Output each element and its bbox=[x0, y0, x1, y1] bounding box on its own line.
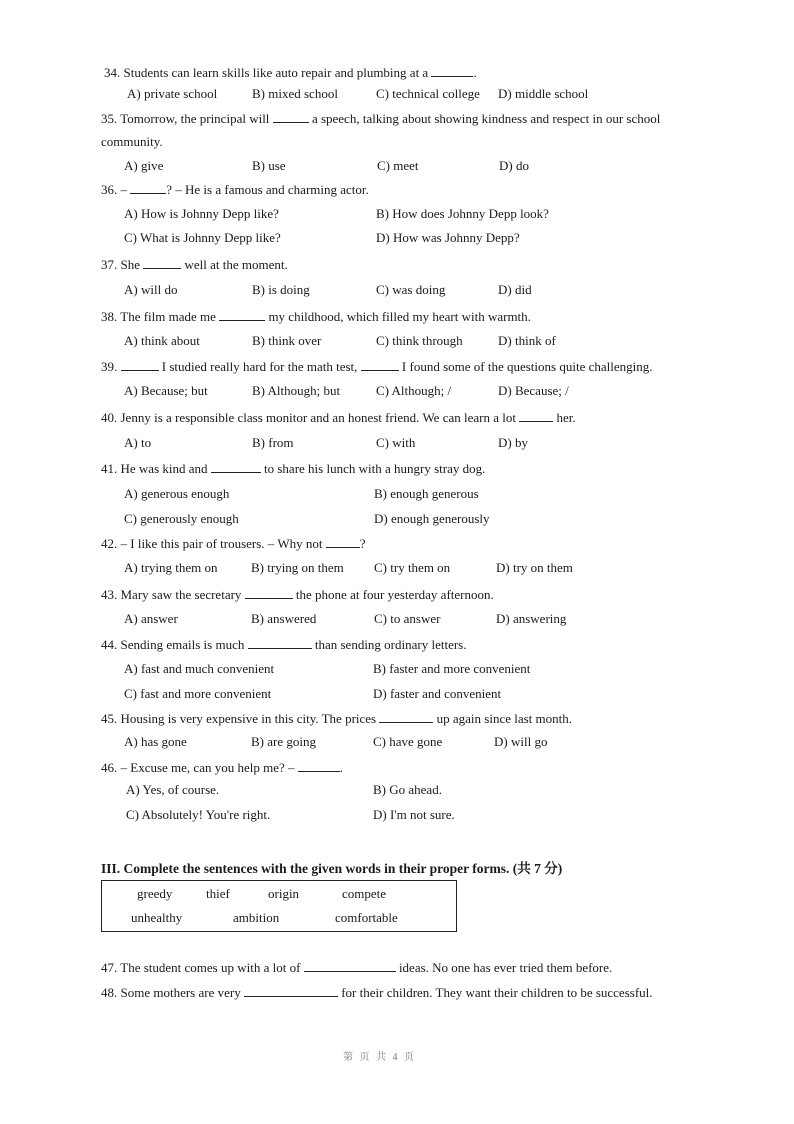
question-stem: 40. Jenny is a responsible class monitor and an honest friend. We can learn a lot bbox=[101, 410, 520, 425]
question-46 bbox=[101, 759, 343, 776]
question-stem: 41. He was kind and bbox=[101, 461, 211, 476]
question-40 bbox=[101, 409, 576, 426]
question-stem: I found some of the questions quite challenging. bbox=[398, 359, 653, 374]
option-d[interactable]: D) answering bbox=[496, 611, 567, 626]
question-stem: 35. Tomorrow, the principal will bbox=[101, 111, 273, 126]
option-b[interactable]: B) faster and more convenient bbox=[373, 661, 531, 676]
option-c[interactable]: C) have gone bbox=[373, 734, 443, 749]
option-b[interactable]: B) mixed school bbox=[252, 86, 338, 101]
word-bank-item: thief bbox=[206, 886, 230, 901]
option-b[interactable]: B) from bbox=[252, 435, 294, 450]
question-42 bbox=[101, 535, 365, 552]
option-c[interactable]: C) meet bbox=[377, 158, 419, 173]
question-stem: 42. – I like this pair of trousers. – Why not bbox=[101, 536, 326, 551]
question-stem: than sending ordinary letters. bbox=[311, 637, 467, 652]
question-stem: . bbox=[339, 760, 343, 775]
option-c[interactable]: C) to answer bbox=[374, 611, 441, 626]
word-bank-item: origin bbox=[268, 886, 300, 901]
question-45 bbox=[101, 710, 572, 727]
option-d[interactable]: D) by bbox=[498, 435, 528, 450]
question-stem: the phone at four yesterday afternoon. bbox=[292, 587, 494, 602]
option-d[interactable]: D) think of bbox=[498, 333, 556, 348]
option-a[interactable]: A) will do bbox=[124, 282, 178, 297]
question-stem: ? bbox=[359, 536, 366, 551]
answer-blank[interactable] bbox=[245, 586, 293, 599]
question-stem: 44. Sending emails is much bbox=[101, 637, 248, 652]
question-stem: 46. – Excuse me, can you help me? – bbox=[101, 760, 298, 775]
option-a[interactable]: A) How is Johnny Depp like? bbox=[124, 206, 279, 221]
word-bank bbox=[101, 880, 457, 932]
option-d[interactable]: D) will go bbox=[494, 734, 548, 749]
option-b[interactable]: B) enough generous bbox=[374, 486, 479, 501]
question-stem: well at the moment. bbox=[181, 257, 288, 272]
option-b[interactable]: B) trying on them bbox=[251, 560, 344, 575]
word-bank-item: unhealthy bbox=[131, 910, 183, 925]
answer-blank[interactable] bbox=[130, 181, 166, 194]
question-stem: a speech, talking about showing kindness and respect in our school bbox=[308, 111, 661, 126]
option-d[interactable]: D) did bbox=[498, 282, 532, 297]
option-b[interactable]: B) Go ahead. bbox=[373, 782, 442, 797]
answer-blank[interactable] bbox=[304, 959, 396, 972]
answer-blank[interactable] bbox=[219, 308, 265, 321]
option-d[interactable]: D) try on them bbox=[496, 560, 573, 575]
question-stem: 37. She bbox=[101, 257, 144, 272]
question-stem: up again since last month. bbox=[433, 711, 573, 726]
question-44 bbox=[101, 636, 467, 653]
answer-blank[interactable] bbox=[143, 256, 181, 269]
option-c[interactable]: C) generously enough bbox=[124, 511, 239, 526]
question-stem: 45. Housing is very expensive in this city. The prices bbox=[101, 711, 380, 726]
question-stem: my childhood, which filled my heart with warmth. bbox=[265, 309, 531, 324]
question-stem: 36. – bbox=[101, 182, 131, 197]
answer-blank[interactable] bbox=[211, 460, 261, 473]
option-b[interactable]: B) answered bbox=[251, 611, 317, 626]
page-footer: 第 页 共 4 页 bbox=[343, 1052, 416, 1063]
option-c[interactable]: C) was doing bbox=[376, 282, 446, 297]
question-stem: . bbox=[473, 65, 477, 80]
question-37 bbox=[101, 256, 288, 273]
answer-blank[interactable] bbox=[361, 358, 399, 371]
option-a[interactable]: A) fast and much convenient bbox=[124, 661, 275, 676]
option-b[interactable]: B) How does Johnny Depp look? bbox=[376, 206, 549, 221]
answer-blank[interactable] bbox=[326, 535, 360, 548]
option-c[interactable]: C) Although; / bbox=[376, 383, 452, 398]
option-c[interactable]: C) technical college bbox=[376, 86, 480, 101]
option-c[interactable]: C) fast and more convenient bbox=[124, 686, 272, 701]
option-b[interactable]: B) is doing bbox=[252, 282, 310, 297]
option-a[interactable]: A) trying them on bbox=[124, 560, 218, 575]
question-stem: 47. The student comes up with a lot of bbox=[101, 960, 304, 975]
answer-blank[interactable] bbox=[519, 409, 553, 422]
answer-blank[interactable] bbox=[244, 984, 338, 997]
question-43 bbox=[101, 586, 494, 603]
option-c[interactable]: C) think through bbox=[376, 333, 463, 348]
question-36 bbox=[101, 181, 369, 198]
option-a[interactable]: A) has gone bbox=[124, 734, 187, 749]
option-b[interactable]: B) are going bbox=[251, 734, 316, 749]
word-bank-item: ambition bbox=[233, 910, 280, 925]
question-stem: 39. bbox=[101, 359, 121, 374]
section-title: III. Complete the sentences with the given words in their proper forms. (共 7 分) bbox=[101, 861, 563, 876]
option-c[interactable]: C) with bbox=[376, 435, 416, 450]
question-stem: 43. Mary saw the secretary bbox=[101, 587, 245, 602]
option-d[interactable]: D) Because; / bbox=[498, 383, 569, 398]
option-a[interactable]: A) private school bbox=[127, 86, 218, 101]
question-stem: I studied really hard for the math test, bbox=[158, 359, 361, 374]
question-stem: ideas. No one has ever tried them before. bbox=[395, 960, 613, 975]
question-41 bbox=[101, 460, 485, 477]
answer-blank[interactable] bbox=[298, 759, 340, 772]
question-stem: for their children. They want their children to be successful. bbox=[337, 985, 653, 1000]
option-d[interactable]: D) do bbox=[499, 158, 529, 173]
question-stem: ? – He is a famous and charming actor. bbox=[166, 182, 369, 197]
question-38 bbox=[101, 308, 531, 325]
answer-blank[interactable] bbox=[248, 636, 312, 649]
option-a[interactable]: A) answer bbox=[124, 611, 178, 626]
option-a[interactable]: A) generous enough bbox=[124, 486, 230, 501]
question-39 bbox=[101, 358, 652, 375]
option-b[interactable]: B) use bbox=[252, 158, 286, 173]
question-stem: 34. Students can learn skills like auto repair and plumbing at a bbox=[104, 65, 432, 80]
question-stem: 48. Some mothers are very bbox=[101, 985, 244, 1000]
word-bank-item: greedy bbox=[137, 886, 173, 901]
option-d[interactable]: D) enough generously bbox=[374, 511, 490, 526]
option-b[interactable]: B) Although; but bbox=[252, 383, 341, 398]
question-35 bbox=[101, 110, 660, 127]
option-a[interactable]: A) give bbox=[124, 158, 164, 173]
question-stem: her. bbox=[553, 410, 576, 425]
option-c[interactable]: C) try them on bbox=[374, 560, 451, 575]
option-c[interactable]: C) What is Johnny Depp like? bbox=[124, 230, 281, 245]
option-d[interactable]: D) faster and convenient bbox=[373, 686, 502, 701]
question-47 bbox=[101, 959, 612, 976]
question-stem-continued: community. bbox=[101, 134, 163, 149]
question-48 bbox=[101, 984, 653, 1001]
answer-blank[interactable] bbox=[379, 710, 433, 723]
option-d[interactable]: D) How was Johnny Depp? bbox=[376, 230, 520, 245]
word-bank-item: compete bbox=[342, 886, 387, 901]
option-d[interactable]: D) I'm not sure. bbox=[373, 807, 455, 822]
answer-blank[interactable] bbox=[431, 64, 473, 77]
question-34 bbox=[104, 64, 477, 81]
option-d[interactable]: D) middle school bbox=[498, 86, 589, 101]
word-bank-item: comfortable bbox=[335, 910, 398, 925]
question-stem: to share his lunch with a hungry stray dog. bbox=[260, 461, 486, 476]
option-a[interactable]: A) Yes, of course. bbox=[126, 782, 220, 797]
option-c[interactable]: C) Absolutely! You're right. bbox=[126, 807, 271, 822]
option-a[interactable]: A) think about bbox=[124, 333, 200, 348]
answer-blank[interactable] bbox=[121, 358, 159, 371]
option-a[interactable]: A) to bbox=[124, 435, 152, 450]
answer-blank[interactable] bbox=[273, 110, 309, 123]
option-a[interactable]: A) Because; but bbox=[124, 383, 208, 398]
question-stem: 38. The film made me bbox=[101, 309, 220, 324]
option-b[interactable]: B) think over bbox=[252, 333, 322, 348]
